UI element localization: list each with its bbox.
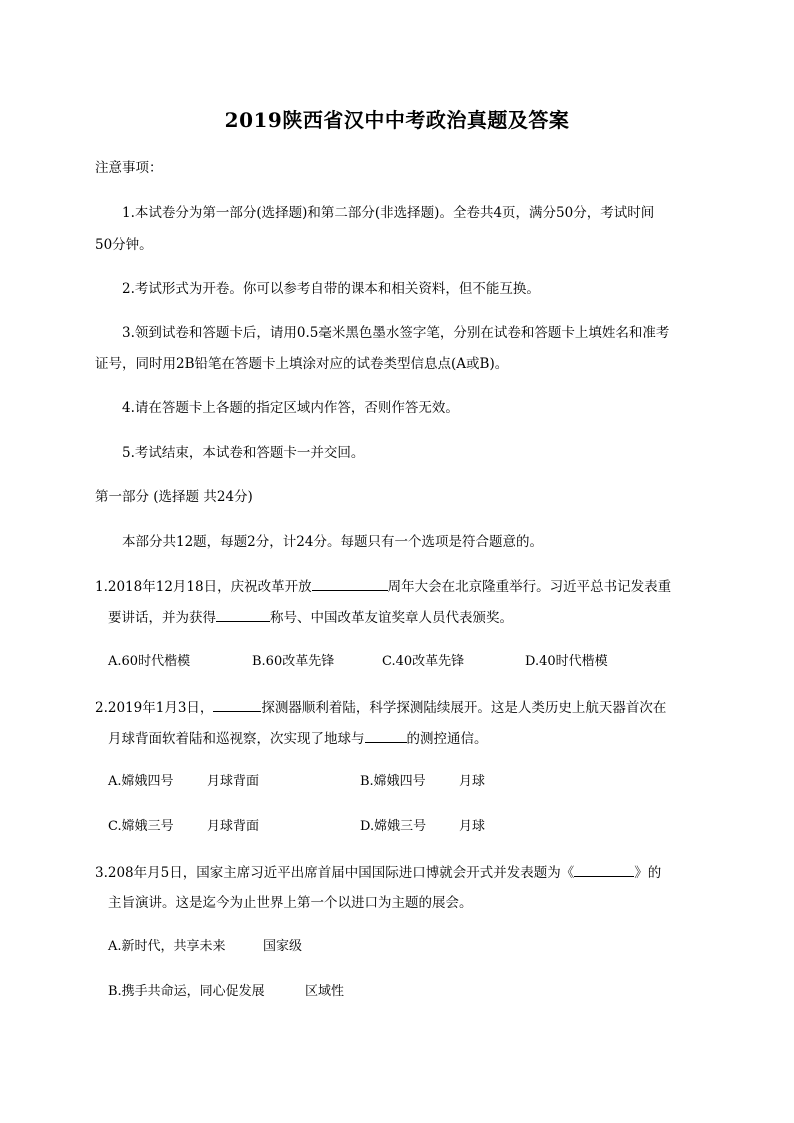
notice-1: 1.本试卷分为第一部分(选择题)和第二部分(非选择题)。全卷共4页，满分50分，考试时间 <box>122 205 655 221</box>
q2-option-c-text: 月球背面 <box>207 819 260 834</box>
q3-option-b-text: 区域性 <box>305 984 345 999</box>
q1-option-b: B.60改革先锋 <box>252 654 335 669</box>
question-text: 》的 <box>634 865 662 881</box>
notice-1-cont: 50分钟。 <box>95 237 153 253</box>
q1-option-a: A.60时代楷模 <box>108 654 191 669</box>
question-text: 探测器顺利着陆，科学探测陆续展开。这是人类历史上航天器首次在 <box>261 700 667 716</box>
q1-option-c: C.40改革先锋 <box>382 654 465 669</box>
notice-4: 4.请在答题卡上各题的指定区域内作答，否则作答无效。 <box>122 400 459 416</box>
q2-option-d-text: 月球 <box>459 819 486 834</box>
notice-5: 5.考试结束，本试卷和答题卡一并交回。 <box>122 445 365 461</box>
question-text: 要讲话，并为获得 <box>108 610 216 626</box>
q2-option-b: B.嫦娥四号 <box>360 774 426 789</box>
question-2-line-2 <box>108 728 488 749</box>
answer-blank <box>213 697 261 712</box>
notice-heading: 注意事项： <box>95 160 163 176</box>
answer-blank <box>574 862 634 877</box>
question-3-line-2: 主旨演讲。这是迄今为止世界上第一个以进口为主题的展会。 <box>108 895 473 911</box>
part1-description: 本部分共12题，每题2分，计24分。每题只有一个选项是符合题意的。 <box>122 534 543 550</box>
notice-2: 2.考试形式为开卷。你可以参考自带的课本和相关资料，但不能互换。 <box>122 281 540 297</box>
question-text: 1.2018年12月18日，庆祝改革开放 <box>95 579 312 595</box>
answer-blank <box>312 576 388 591</box>
answer-blank <box>216 607 270 622</box>
q2-option-b-text: 月球 <box>459 774 486 789</box>
q3-option-a-text: 国家级 <box>263 939 303 954</box>
question-text: 3.208年月5日，国家主席习近平出席首届中国国际进口博就会开式并发表题为《 <box>95 865 575 881</box>
answer-blank <box>365 728 407 743</box>
question-2-line-1 <box>95 697 666 718</box>
question-text: 周年大会在北京隆重举行。习近平总书记发表重 <box>387 579 672 595</box>
q2-option-a-text: 月球背面 <box>207 774 260 789</box>
part1-heading: 第一部分 (选择题 共24分) <box>95 489 253 505</box>
q2-option-d: D.嫦娥三号 <box>360 819 427 834</box>
question-text: 称号、中国改革友谊奖章人员代表颁奖。 <box>270 610 513 626</box>
question-1-line-1 <box>95 576 671 597</box>
q2-option-c: C.嫦娥三号 <box>108 819 174 834</box>
q2-option-a: A.嫦娥四号 <box>108 774 174 789</box>
q1-option-d: D.40时代楷模 <box>525 654 608 669</box>
question-text: 2.2019年1月3日， <box>95 700 214 716</box>
q3-option-a: A.新时代，共享未来 <box>108 939 226 954</box>
page-title: 2019陕西省汉中中考政治真题及答案 <box>224 108 570 132</box>
notice-3-cont: 证号，同时用2B铅笔在答题卡上填涂对应的试卷类型信息点(A或B)。 <box>95 356 509 372</box>
notice-3: 3.领到试卷和答题卡后，请用0.5毫米黑色墨水签字笔，分别在试卷和答题卡上填姓名和准考 <box>122 325 670 341</box>
question-text: 的测控通信。 <box>406 731 488 747</box>
question-1-line-2 <box>108 607 513 628</box>
question-3-line-1 <box>95 862 661 883</box>
q3-option-b: B.携手共命运，同心促发展 <box>108 984 265 999</box>
question-text: 月球背面软着陆和巡视察，次实现了地球与 <box>108 731 365 747</box>
